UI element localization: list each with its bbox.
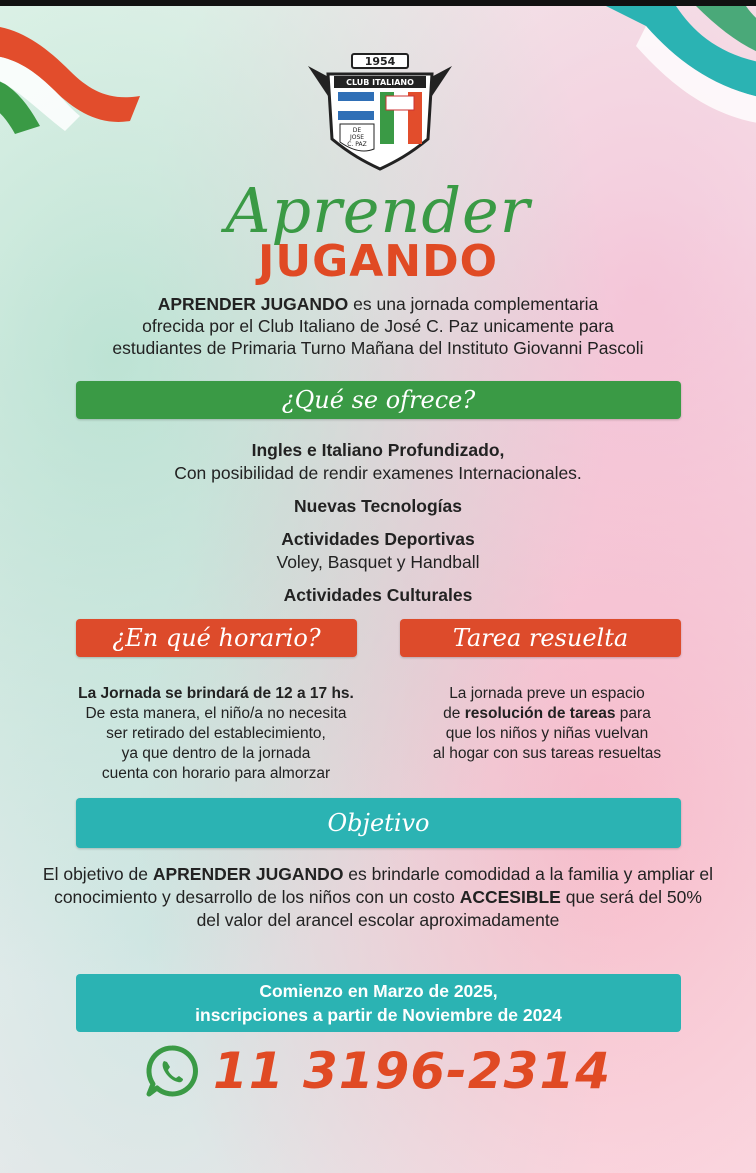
schedule-line2: De esta manera, el niño/a no necesita — [85, 705, 347, 722]
homework-header: Tarea resuelta — [400, 619, 681, 657]
offer-item-culture: Actividades Culturales — [283, 585, 473, 605]
ribbon-left-decoration — [0, 16, 140, 136]
objective-end: que será del 50% del valor del arancel escolar aproximadamente — [196, 887, 702, 930]
title-script: Aprender — [225, 174, 531, 247]
homework-line2-bold: resolución de tareas — [464, 705, 616, 722]
objective-paragraph — [40, 863, 716, 932]
title-bold: JUGANDO — [257, 236, 499, 287]
club-logo — [300, 44, 460, 174]
homework-line2-pre: de — [443, 705, 465, 722]
intro-paragraph — [40, 293, 716, 359]
objective-pre: El objetivo de — [42, 864, 153, 884]
start-date-banner — [76, 974, 681, 1032]
objective-mid: es brindarle comodidad a la familia y ampliar el conocimiento y desarrollo de los niños con un costo — [54, 864, 714, 907]
schedule-line3: ser retirado del establecimiento, — [106, 725, 326, 742]
intro-line1: es una jornada complementaria — [348, 294, 599, 314]
logo-name: CLUB ITALIANO — [346, 78, 414, 87]
homework-line1: La jornada preve un espacio — [449, 685, 645, 702]
logo-year: 1954 — [364, 55, 396, 68]
offer-item-tech: Nuevas Tecnologías — [294, 496, 462, 516]
logo-place-2: JOSE — [349, 134, 365, 141]
offer-header: ¿Qué se ofrece? — [76, 381, 681, 419]
offer-item-sports-detail: Voley, Basquet y Handball — [276, 552, 480, 572]
objective-bold2: ACCESIBLE — [459, 887, 561, 907]
schedule-line1: La Jornada se brindará de 12 a 17 hs. — [78, 685, 354, 702]
schedule-line4: ya que dentro de la jornada — [121, 745, 311, 762]
schedule-text — [40, 684, 392, 784]
homework-line4: al hogar con sus tareas resueltas — [432, 745, 662, 762]
offer-list — [40, 439, 716, 607]
schedule-line5: cuenta con horario para almorzar — [101, 765, 331, 782]
phone-number[interactable]: 11 3196-2314 — [212, 1042, 612, 1100]
objective-bold1: APRENDER JUGANDO — [152, 864, 344, 884]
offer-item-sports: Actividades Deportivas — [281, 529, 475, 549]
homework-text — [392, 684, 702, 764]
cta-line2: inscripciones a partir de Noviembre de 2024 — [195, 1005, 562, 1025]
offer-item-languages: Ingles e Italiano Profundizado, — [251, 440, 505, 460]
homework-line2-post: para — [615, 705, 651, 722]
whatsapp-icon — [145, 1044, 199, 1098]
contact-row — [0, 1042, 756, 1106]
ribbon-right-decoration — [586, 6, 756, 146]
logo-place-3: C. PAZ — [347, 141, 367, 148]
intro-line2: ofrecida por el Club Italiano de José C. Paz unicamente para — [142, 316, 614, 336]
objective-header: Objetivo — [76, 798, 681, 848]
schedule-header: ¿En qué horario? — [76, 619, 357, 657]
intro-line3: estudiantes de Primaria Turno Mañana del Instituto Giovanni Pascoli — [112, 338, 644, 358]
homework-line3: que los niños y niñas vuelvan — [445, 725, 649, 742]
offer-item-languages-detail: Con posibilidad de rendir examenes Internacionales. — [174, 463, 582, 483]
intro-bold: APRENDER JUGANDO — [157, 294, 349, 314]
cta-line1: Comienzo en Marzo de 2025, — [259, 981, 498, 1001]
logo-place-1: DE — [352, 127, 362, 134]
